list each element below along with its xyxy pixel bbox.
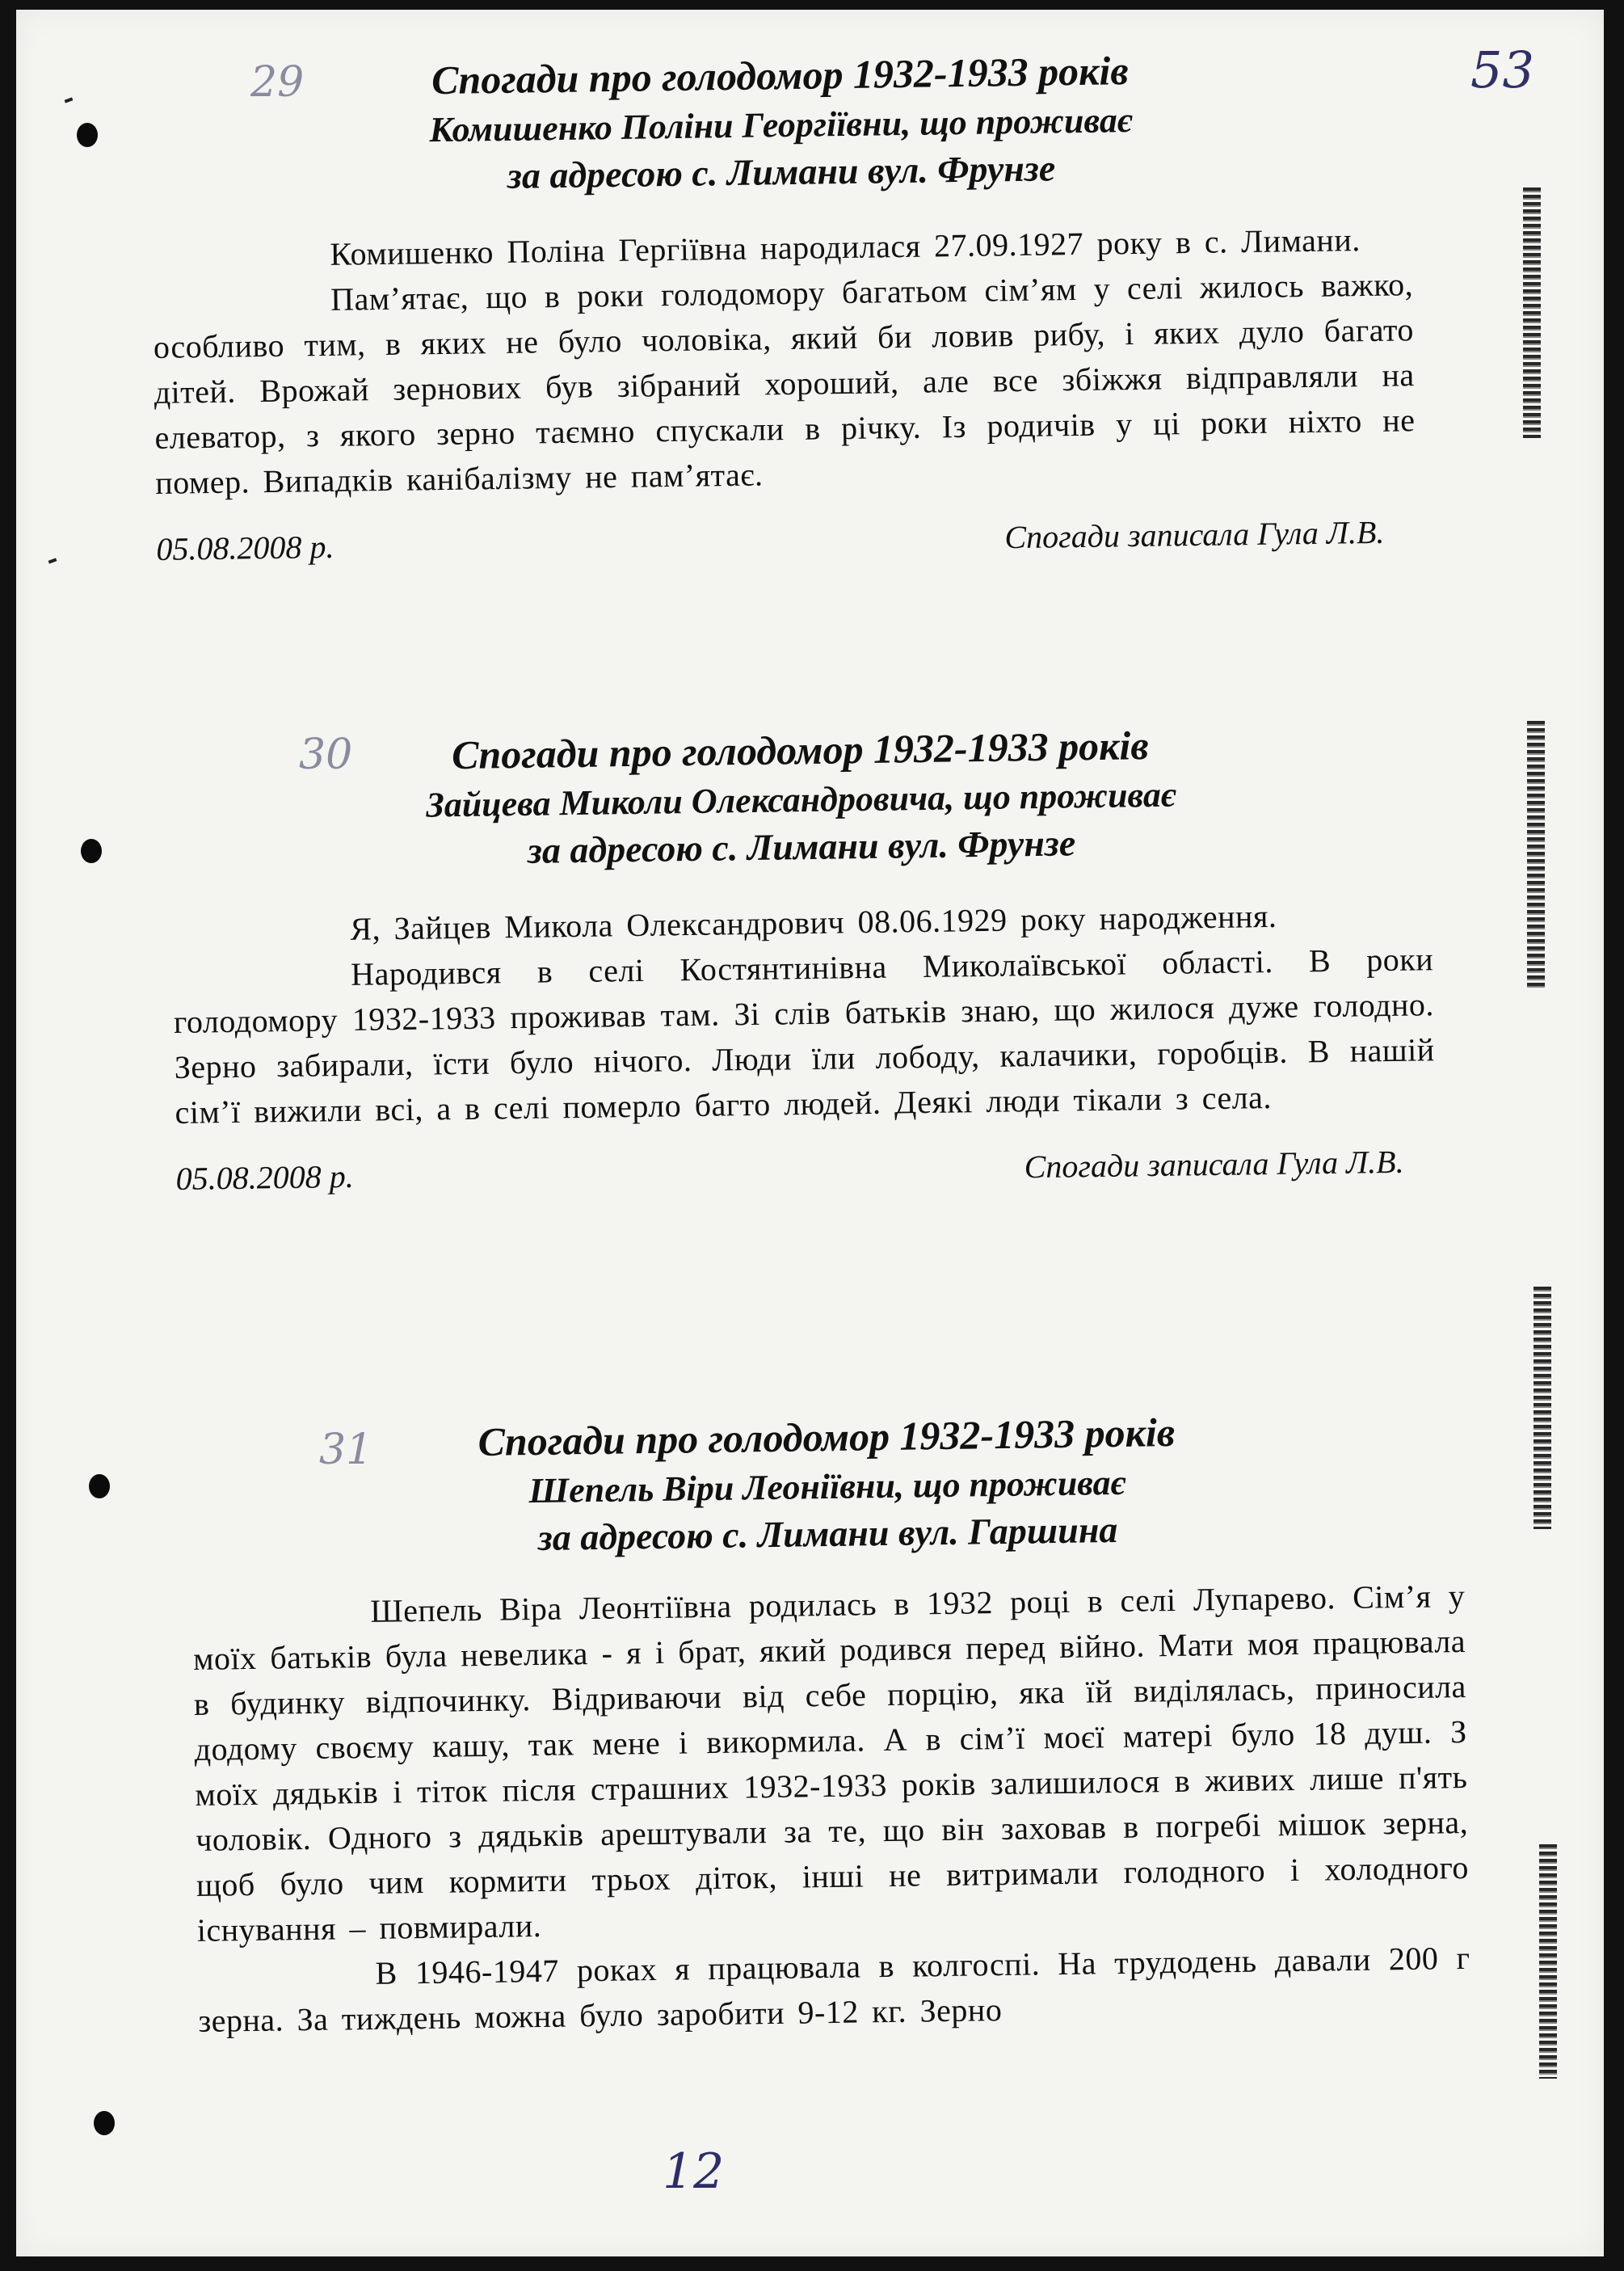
memoir-number: 30 [299, 731, 353, 779]
memoir-paragraph: В 1946-1947 роках я працювала в колгоспі. На трудодень давали 200 г зерна. За тиждень можна було заробити 9-12 кг. Зерно [198, 1939, 1470, 2039]
scan-artifact [1527, 721, 1545, 988]
scan-artifact [65, 97, 74, 103]
memoir-subject: Комишенко Поліни Георгіївни, що проживає [429, 100, 1133, 150]
scan-artifact [1539, 1844, 1557, 2079]
punch-hole [77, 123, 98, 147]
scan-artifact [48, 558, 57, 563]
handwritten-page-number: 53 [1470, 40, 1534, 99]
memoir-title: Спогади про голодомор 1932-1933 років [478, 1409, 1176, 1465]
memoir-entry [170, 715, 1437, 1198]
memoir-recorder: Спогади записала Гула Л.В. [1004, 513, 1385, 556]
memoir-paragraph: Комишенко Поліна Гергіївна народилася 27.09.1927 року в с. Лимани. [330, 221, 1361, 272]
memoir-footer [175, 1142, 1437, 1198]
scan-artifact [1534, 1287, 1551, 1529]
memoir-number: 31 [319, 1426, 373, 1474]
memoir-date: 05.08.2008 р. [175, 1157, 354, 1197]
punch-hole [94, 2111, 115, 2135]
memoir-footer [156, 512, 1417, 568]
memoir-title: Спогади про голодомор 1932-1933 років [431, 48, 1130, 103]
scan-artifact [1523, 187, 1541, 438]
memoir-subject: Шепель Віри Леоніївни, що проживає [528, 1462, 1126, 1511]
memoir-entry [190, 1402, 1471, 2044]
memoir-entry [149, 40, 1417, 568]
memoir-paragraph: Пам’ятає, що в роки голодомору багатьом сім’ям у селі жилось важко, особливо тим, в яких не було чоловіка, який би ловив рибу, і яких дуло багато дітей. Врожай зернових був зібраний хороший, але все збіжжя відправляли на елеватор, з якого зерно таємно спускали в річку. Із родичів у ці роки ніхто не помер. Випадків канібалізму не пам’ятає. [153, 266, 1416, 501]
memoir-paragraph: Народився в селі Костянтинівна Миколаївської області. В роки голодомору 1932-1933 проживав там. Зі слів батьків знаю, що жилося дуже голодно. Зерно забирали, їсти було нічого. Люди їли лободу, калачики, горобців. В нашій сім’ї вижили всі, а в селі померло багто людей. Деякі люди тікали з села. [173, 941, 1435, 1131]
memoir-address: за адресою с. Лимани вул. Фрунзе [527, 822, 1076, 872]
memoir-date: 05.08.2008 р. [156, 528, 334, 567]
document-page [16, 10, 1604, 2256]
punch-hole [81, 839, 102, 863]
memoir-title: Спогади про голодомор 1932-1933 років [451, 723, 1150, 778]
memoir-recorder: Спогади записала Гула Л.В. [1024, 1143, 1404, 1186]
memoir-number: 29 [250, 58, 305, 107]
memoir-address: за адресою с. Лимани вул. Фрунзе [507, 147, 1056, 197]
memoir-subject: Зайцева Миколи Олександровича, що проживає [426, 774, 1176, 825]
punch-hole [89, 1474, 110, 1498]
memoir-paragraph: Шепель Віра Леонтіївна родилась в 1932 році в селі Лупарево. Сім’я у моїх батьків була невелика - я і брат, який родився перед війно. Мати моя працювала в будинку відпочинку. Відриваючи від себе порцію, яка їй виділялась, приносила додому своєму кашу, так мене і викормила. А в сім’ї моєї матері було 18 душ. З моїх дядьків і тіток після страшних 1932-1933 років залишилося в живих лише п'ять чоловік. Одного з дядьків арештували за те, що він заховав в погребі мішок зерна, щоб було чим кормити трьох діток, інші не витримали голодного і холодного існування – повмирали. [192, 1577, 1470, 1949]
memoir-address: за адресою с. Лимани вул. Гаршина [537, 1509, 1118, 1559]
handwritten-bottom-number: 12 [663, 2143, 725, 2200]
memoir-paragraph: Я, Зайцев Микола Олександрович 08.06.1929 року народження. [350, 897, 1277, 947]
